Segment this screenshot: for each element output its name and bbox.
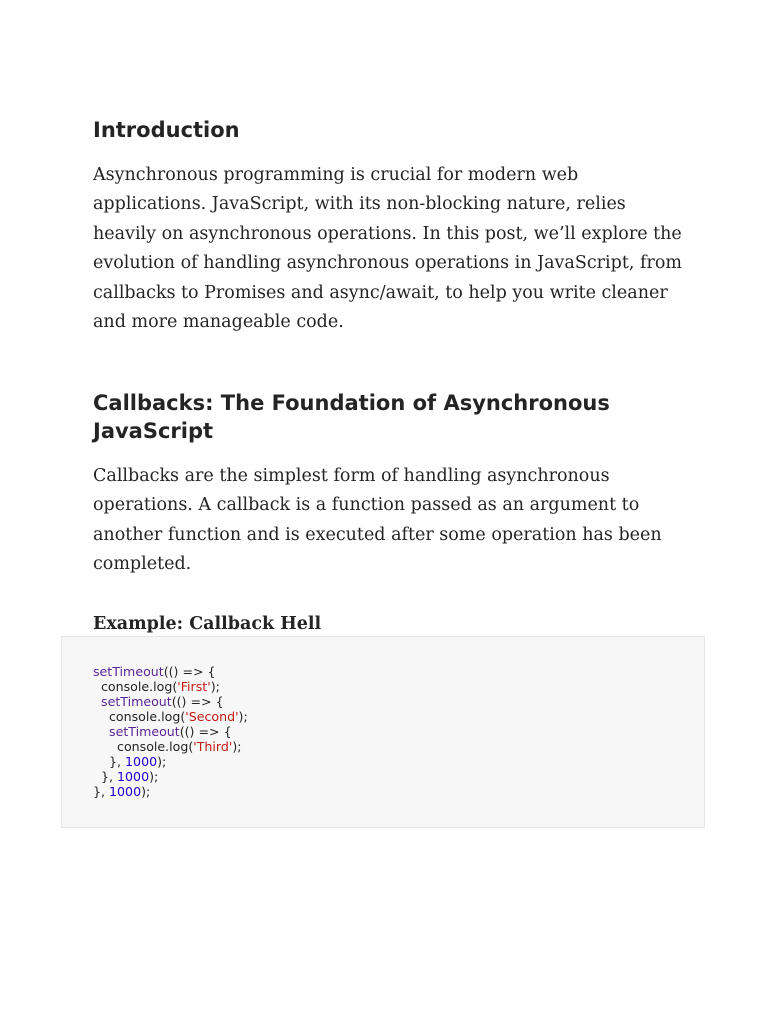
code-text-token: ); }, xyxy=(101,754,167,784)
code-function-token: setTimeout xyxy=(101,694,172,709)
callbacks-paragraph: Callbacks are the simplest form of handling asynchronous operations. A callback is a function passed as an argument to another function and is executed after some operation has been completed. xyxy=(93,466,662,575)
code-text-token: ); xyxy=(238,709,248,724)
code-text-token: (() => { console.log( xyxy=(117,724,232,754)
callbacks-heading: Callbacks: The Foundation of Asynchronous JavaScript xyxy=(93,391,610,443)
code-function-token: setTimeout xyxy=(93,664,164,679)
code-text-token: ); }, xyxy=(109,739,242,769)
code-number-token: 1000 xyxy=(117,769,150,784)
code-string-token: 'First' xyxy=(177,679,211,694)
introduction-paragraph: Asynchronous programming is crucial for modern web applications. JavaScript, with its non-blocking nature, relies heavily on asynchronous operations. In this post, we’ll explore the evolution of handling asynchronous operations in JavaScript, from callbacks to Promises and async/await, to help you write cleaner and more manageable code. xyxy=(93,165,682,333)
code-string-token: 'Third' xyxy=(193,739,233,754)
code-function-token: setTimeout xyxy=(109,724,180,739)
introduction-heading: Introduction xyxy=(93,118,240,142)
code-snippet xyxy=(93,664,248,799)
code-text-token: (() => { console.log( xyxy=(109,694,224,724)
code-block xyxy=(61,636,705,828)
code-number-token: 1000 xyxy=(109,784,142,799)
code-text-token: ); xyxy=(210,679,220,694)
code-text-token: (() => { console.log( xyxy=(101,664,216,694)
code-string-token: 'Second' xyxy=(185,709,239,724)
example-heading: Example: Callback Hell xyxy=(93,614,322,634)
code-number-token: 1000 xyxy=(125,754,158,769)
code-text-token: ); }, xyxy=(93,769,159,799)
code-text-token: ); xyxy=(141,784,151,799)
